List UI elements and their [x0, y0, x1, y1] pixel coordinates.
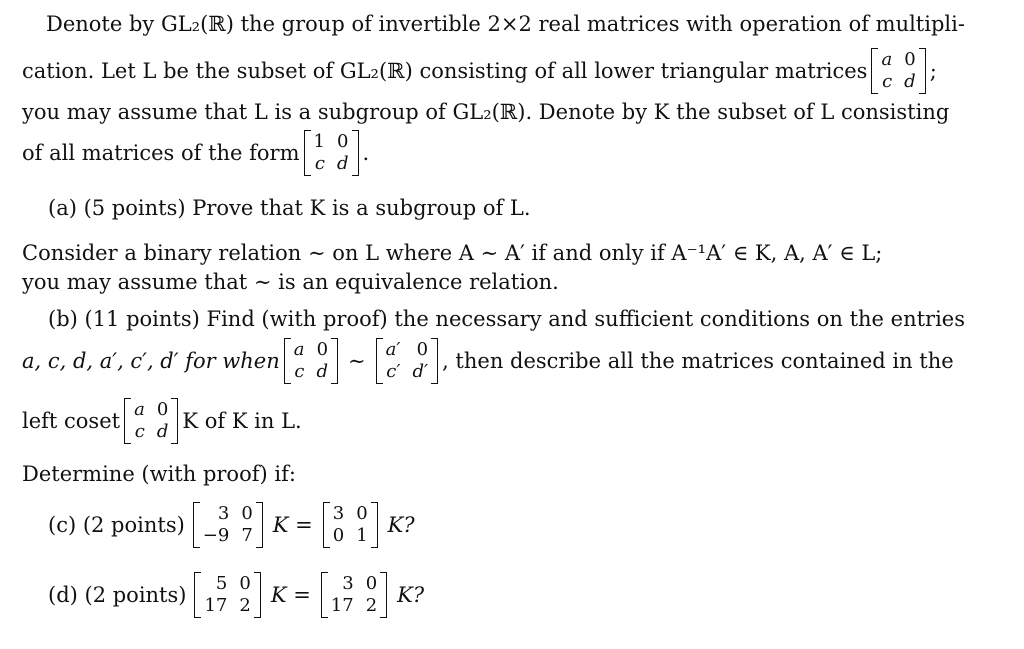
- part-b-line-2-text: a, c, d, a′, c′, d′ for when: [22, 348, 280, 373]
- bracket-right: [254, 572, 261, 618]
- bracket-right: [352, 130, 359, 176]
- matrix-c-right: [323, 502, 378, 548]
- bracket-left: [321, 572, 328, 618]
- matrix-cell: 7: [241, 525, 253, 546]
- matrix-cell: 1: [356, 525, 368, 546]
- bracket-left: [284, 338, 291, 384]
- matrix-cell: d: [904, 71, 916, 92]
- matrix-cell: 5: [215, 573, 228, 594]
- bracket-right: [431, 338, 438, 384]
- bracket-left: [323, 502, 330, 548]
- part-d-label: (d) (2 points): [48, 582, 187, 607]
- matrix-d-right: [321, 572, 387, 618]
- matrix-cell: 17: [204, 595, 228, 616]
- matrix-cell: 0: [365, 573, 378, 594]
- matrix-cell: 2: [239, 595, 251, 616]
- matrix-cell: 0: [239, 573, 251, 594]
- bracket-right: [380, 572, 387, 618]
- intro-line-4-text: of all matrices of the form: [22, 140, 300, 165]
- matrix-primed: [376, 338, 438, 384]
- part-d: [48, 572, 424, 618]
- determine-heading: Determine (with proof) if:: [22, 462, 296, 486]
- bracket-left: [124, 398, 131, 444]
- part-c-k-equals: K =: [272, 512, 313, 537]
- matrix-cell: c: [134, 421, 145, 442]
- matrix-cell: c′: [386, 361, 401, 382]
- part-d-k-equals: K =: [270, 582, 311, 607]
- intro-line-3: you may assume that L is a subgroup of GL₂(ℝ). Denote by K the subset of L consisting: [22, 100, 950, 124]
- intro-line-2: [22, 48, 937, 94]
- matrix-cell: 0: [332, 525, 345, 546]
- bracket-left: [194, 572, 201, 618]
- matrix-k-form: [304, 130, 359, 176]
- intro-line-1: Denote by GL₂(ℝ) the group of invertible 2×2 real matrices with operation of multipli-: [46, 12, 965, 36]
- matrix-cell: 3: [332, 503, 345, 524]
- part-b-line-2-end: , then describe all the matrices contained in the: [442, 348, 954, 373]
- intro-line-4: [22, 130, 369, 176]
- matrix-d-left: [194, 572, 260, 618]
- matrix-cell: a: [881, 49, 893, 70]
- bracket-right: [371, 502, 378, 548]
- part-b-line-3: [22, 398, 302, 444]
- matrix-cell: d: [156, 421, 169, 442]
- relation-line-2: you may assume that ∼ is an equivalence relation.: [22, 270, 559, 294]
- matrix-generic: [871, 48, 925, 94]
- part-b-line-2: [22, 338, 954, 384]
- part-c: [48, 502, 415, 548]
- matrix-cell: 17: [330, 595, 354, 616]
- part-b-line-1: (b) (11 points) Find (with proof) the necessary and sufficient conditions on the entries: [48, 307, 965, 331]
- matrix-generic-b: [284, 338, 338, 384]
- matrix-generic-coset: [124, 398, 178, 444]
- matrix-cell: 0: [241, 503, 253, 524]
- matrix-cell: 0: [356, 503, 368, 524]
- matrix-cell: 0: [156, 399, 169, 420]
- part-b-line-3-text: left coset: [22, 408, 121, 433]
- matrix-cell: c: [314, 153, 325, 174]
- bracket-left: [376, 338, 383, 384]
- part-c-k-question: K?: [387, 512, 415, 537]
- matrix-cell: c: [294, 361, 305, 382]
- part-d-k-question: K?: [397, 582, 425, 607]
- intro-line-2-text: cation. Let L be the subset of GL₂(ℝ) consisting of all lower triangular matrices: [22, 58, 868, 83]
- bracket-right: [331, 338, 338, 384]
- part-b-line-3-end: K of K in L.: [182, 408, 302, 433]
- bracket-left: [871, 48, 878, 94]
- bracket-left: [304, 130, 311, 176]
- intro-line-4-end: .: [362, 140, 370, 165]
- matrix-cell: d′: [412, 361, 429, 382]
- bracket-left: [193, 502, 200, 548]
- sim-symbol: ∼: [348, 348, 366, 373]
- matrix-cell: 0: [416, 339, 429, 360]
- intro-line-2-end: ;: [929, 58, 937, 83]
- bracket-right: [256, 502, 263, 548]
- matrix-cell: c: [882, 71, 893, 92]
- matrix-cell: d: [336, 153, 349, 174]
- part-c-label: (c) (2 points): [48, 512, 185, 537]
- matrix-c-left: [193, 502, 263, 548]
- part-a: (a) (5 points) Prove that K is a subgroup of L.: [48, 196, 531, 220]
- bracket-right: [171, 398, 178, 444]
- matrix-cell: 0: [904, 49, 916, 70]
- matrix-cell: 1: [313, 131, 325, 152]
- matrix-cell: 3: [217, 503, 230, 524]
- matrix-cell: a: [293, 339, 305, 360]
- matrix-cell: a: [134, 399, 145, 420]
- relation-line-1: Consider a binary relation ∼ on L where A ∼ A′ if and only if A⁻¹A′ ∈ K, A, A′ ∈ L;: [22, 241, 883, 265]
- matrix-cell: 0: [337, 131, 349, 152]
- matrix-cell: a′: [385, 339, 401, 360]
- matrix-cell: 2: [365, 595, 378, 616]
- matrix-cell: d: [316, 361, 329, 382]
- matrix-cell: 0: [316, 339, 329, 360]
- matrix-cell: 3: [342, 573, 354, 594]
- bracket-right: [919, 48, 926, 94]
- matrix-cell: −9: [202, 525, 230, 546]
